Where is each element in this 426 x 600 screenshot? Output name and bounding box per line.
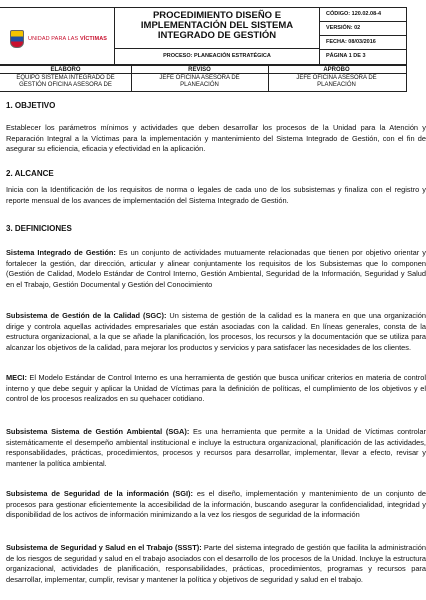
alcance-heading: 2. ALCANCE: [6, 169, 54, 178]
definition-item: [6, 311, 426, 353]
objetivo-heading: 1. OBJETIVO: [6, 101, 56, 110]
title-line-3: INTEGRADO DE GESTIÓN: [157, 30, 277, 41]
aprobo-value: [268, 75, 405, 89]
definition-term: Sistema Integrado de Gestión:: [6, 248, 116, 257]
unidad-victimas-logo: [10, 30, 107, 48]
definition-text: Es un conjunto de actividades mutuamente relacionadas que tienen por objetivo orientar y fortalecer la gestión, dar dirección, articular y alinear conjuntamente los requisitos de los Subsistemas que lo componen (Gestión de Calidad, Modelo Estándar de Control Interno, Gestión Ambiental, Seguridad de la Información, Seguridad y Salud en el Trabajo, Gestión Documental y Gestión del Conocimiento: [6, 248, 426, 289]
definition-text: Un sistema de gestión de la calidad es la manera en que una organización dirige y controla aquellas actividades empresariales que están asociadas con la calidad. En líneas generales, consta de la estructura organizacional, a la que se añade la planificación, los procesos, los recursos y la documentación que se utiliza para alcanzar los objetivos de la calidad, para mejorar los productos y servicios y para satisfacer las necesidades de los clientes.: [6, 311, 426, 352]
definition-term: MECI:: [6, 373, 27, 382]
definition-term: Subsistema Sistema de Gestión Ambiental (SGA):: [6, 427, 190, 436]
reviso-line-1: JEFE OFICINA ASESORA DE: [159, 75, 240, 81]
definition-term: Subsistema de Seguridad y Salud en el Trabajo (SSST):: [6, 543, 202, 552]
code-label: CÓDIGO: 120.02.08-4: [326, 11, 382, 17]
definition-text: es el diseño, implementación y mantenimiento de un conjunto de procesos para gestionar eficientemente la accesibilidad de la información, buscando asegurar la confidencialidad, integridad y disponibilidad de los activos de información minimizando a la vez los riesgos de seguridad de la información: [6, 489, 426, 520]
definition-item: [6, 248, 426, 290]
elaboro-line-1: EQUIPO SISTEMA INTEGRADO DE: [16, 75, 115, 81]
definition-text: El Modelo Estándar de Control Interno es una herramienta de gestión que busca unificar criterios en materia de control interno y que debe seguir y aplicar la Unidad de Víctimas para la definición de políticas, el cumplimiento de los objetivos y el control de los procesos realizados en su quehacer cotidiano.: [6, 373, 426, 404]
aprobo-header: APROBÓ: [323, 67, 350, 73]
title-line-2: IMPLEMENTACIÓN DEL SISTEMA: [140, 20, 294, 31]
meta-divider: [319, 35, 407, 36]
definiciones-heading: 3. DEFINICIONES: [6, 224, 72, 233]
version-label: VERSIÓN: 02: [326, 25, 361, 31]
reviso-line-2: PLANEACIÓN: [180, 82, 219, 88]
definition-item: [6, 489, 426, 521]
process-label: PROCESO: PLANEACIÓN ESTRATÉGICA: [163, 53, 271, 59]
aprobo-line-2: PLANEACIÓN: [317, 82, 356, 88]
logo-text-light: UNIDAD PARA LAS: [28, 36, 79, 42]
document-title: [114, 11, 320, 41]
logo-text-bold: VÍCTIMAS: [79, 36, 108, 42]
elaboro-line-2: GESTIÓN OFICINA ASESORA DE: [19, 82, 112, 88]
reviso-value: [131, 75, 268, 89]
definition-item: [6, 373, 426, 405]
date-label: FECHA: 08/03/2016: [326, 39, 376, 45]
definition-text: Es una herramienta que permite a la Unidad de Víctimas controlar sistemáticamente el desempeño ambiental institucional e incluye la estructura organizacional, planificación de las actividades, responsabilidades, prácticas, procedimientos, procesos y recursos para desarrollar, implementar, llevar a efecto, revisar y mantener la política ambiental.: [6, 427, 426, 468]
definition-term: Subsistema de Gestión de la Calidad (SGC):: [6, 311, 167, 320]
meta-divider: [319, 49, 407, 50]
page-label: PÁGINA 1 DE 3: [326, 53, 366, 59]
definition-text: Parte del sistema integrado de gestión que facilita la administración de los riesgos de seguridad y salud en el trabajo asociados con el desarrollo de los procesos de la Unidad. Incluye la estructura organizacional, actividades de planificación, responsabilidades, prácticas, procedimientos, programas y recursos para desarrollar, implementar, cumplir, revisar y mantener la política y objetivos de seguridad y salud en el trabajo.: [6, 543, 426, 584]
colombia-shield-icon: [10, 30, 24, 48]
aprobo-line-1: JEFE OFICINA ASESORA DE: [296, 75, 377, 81]
meta-divider: [319, 21, 407, 22]
reviso-header: REVISÓ: [188, 67, 211, 73]
title-line-1: PROCEDIMIENTO DISEÑO E: [152, 10, 282, 21]
definition-term: Subsistema de Seguridad de la información (SGI):: [6, 489, 193, 498]
definition-item: [6, 543, 426, 585]
alcance-text: Inicia con la Identificación de los requisitos de norma o legales de cada uno de los subsistemas y finaliza con el registro y reporte mensual de los avances de implementación del Sistema Integrado de Gestión.: [6, 185, 426, 205]
objetivo-text: Establecer los parámetros mínimos y actividades que deben desarrollar los procesos de la Unidad para la Atención y Reparación Integral a la Víctimas para la implementación y mantenimiento del Sistema Integrado de Gestión, con el fin de asegurar su eficiencia, eficacia y efectividad en la aplicación.: [6, 123, 426, 154]
definition-item: [6, 427, 426, 469]
signature-divider: [0, 73, 407, 74]
elaboro-header: ELABORÓ: [50, 67, 81, 73]
elaboro-value: [0, 75, 131, 89]
